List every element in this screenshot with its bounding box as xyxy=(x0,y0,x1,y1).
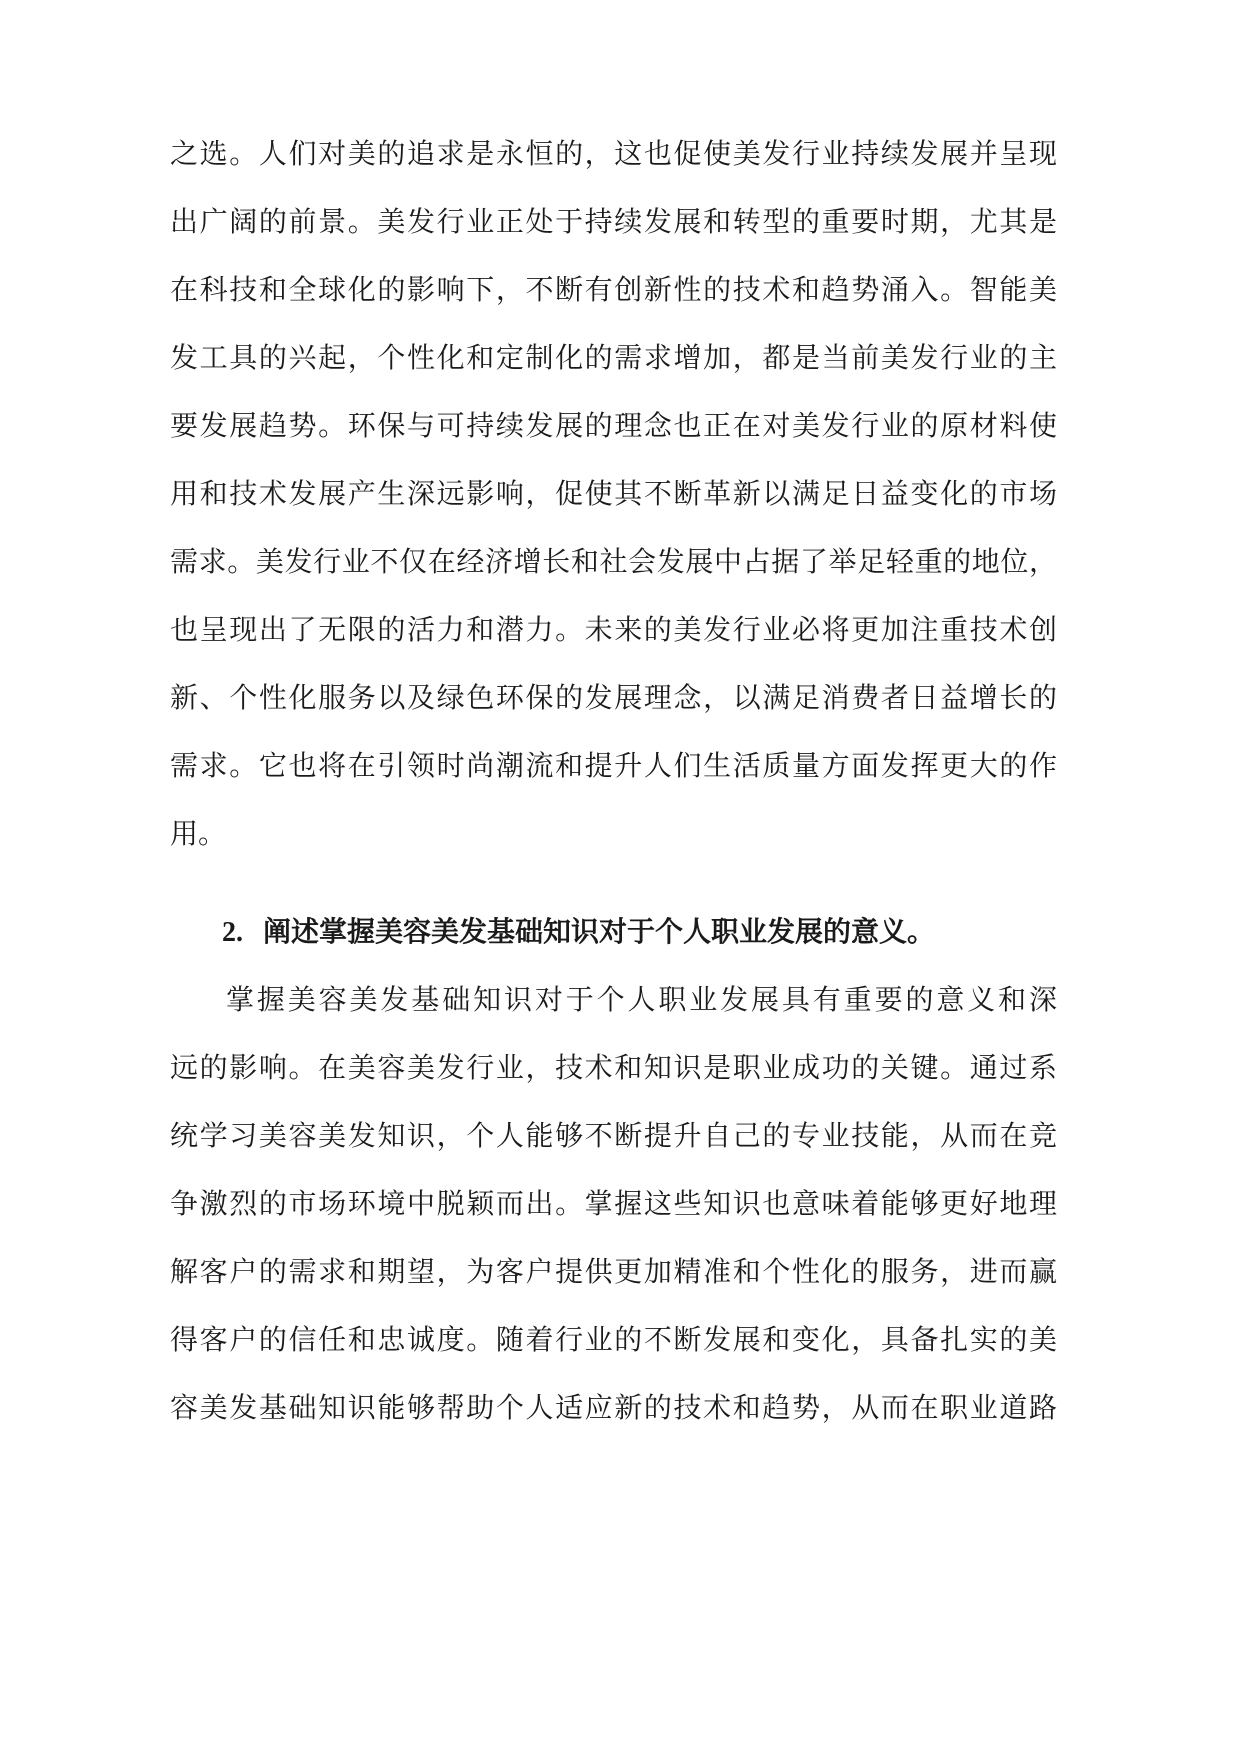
text-line: 需求。它也将在引领时尚潮流和提升人们生活质量方面发挥更大的作 xyxy=(170,751,1057,782)
text-line: 发工具的兴起，个性化和定制化的需求增加，都是当前美发行业的主 xyxy=(170,343,1057,374)
text-line: 掌握美容美发基础知识对于个人职业发展具有重要的意义和深 xyxy=(226,985,1057,1016)
text-line: 在科技和全球化的影响下，不断有创新性的技术和趋势涌入。智能美 xyxy=(170,275,1057,306)
text-line: 之选。人们对美的追求是永恒的，这也促使美发行业持续发展并呈现 xyxy=(170,139,1057,170)
text-line: 容美发基础知识能够帮助个人适应新的技术和趋势，从而在职业道路 xyxy=(170,1393,1057,1424)
section-number: 2. xyxy=(222,917,243,948)
text-line: 争激烈的市场环境中脱颖而出。掌握这些知识也意味着能够更好地理 xyxy=(170,1189,1057,1220)
paragraph-career-significance xyxy=(170,967,1057,1443)
text-line: 用。 xyxy=(170,819,227,850)
text-line: 也呈现出了无限的活力和潜力。未来的美发行业必将更加注重技术创 xyxy=(170,615,1057,646)
page-content xyxy=(170,121,1057,1443)
section-title: 阐述掌握美容美发基础知识对于个人职业发展的意义。 xyxy=(263,917,936,948)
text-line: 得客户的信任和忠诚度。随着行业的不断发展和变化，具备扎实的美 xyxy=(170,1325,1057,1356)
text-line: 要发展趋势。环保与可持续发展的理念也正在对美发行业的原材料使 xyxy=(170,411,1057,442)
paragraph-industry-outlook xyxy=(170,121,1057,869)
text-line: 出广阔的前景。美发行业正处于持续发展和转型的重要时期，尤其是 xyxy=(170,207,1057,238)
text-line: 统学习美容美发知识，个人能够不断提升自己的专业技能，从而在竞 xyxy=(170,1121,1057,1152)
text-line: 新、个性化服务以及绿色环保的发展理念，以满足消费者日益增长的 xyxy=(170,683,1057,714)
text-line: 远的影响。在美容美发行业，技术和知识是职业成功的关键。通过系 xyxy=(170,1053,1057,1084)
text-line: 解客户的需求和期望，为客户提供更加精准和个性化的服务，进而赢 xyxy=(170,1257,1057,1288)
text-line: 用和技术发展产生深远影响，促使其不断革新以满足日益变化的市场 xyxy=(170,479,1057,510)
text-line: 需求。美发行业不仅在经济增长和社会发展中占据了举足轻重的地位， xyxy=(170,547,1057,578)
section-heading xyxy=(170,899,1057,967)
